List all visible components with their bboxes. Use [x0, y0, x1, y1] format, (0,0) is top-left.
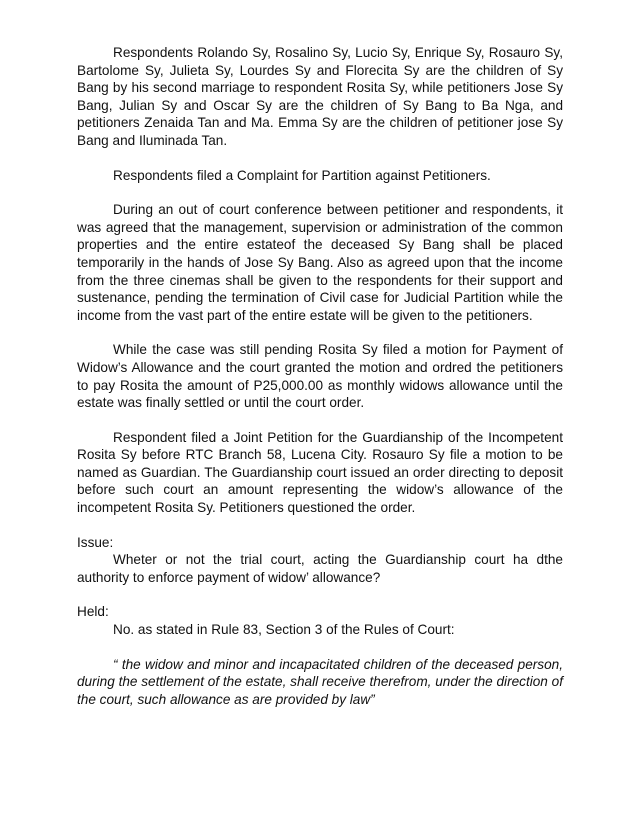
paragraph-widow-allowance: While the case was still pending Rosita Sy filed a motion for Payment of Widow’s Allowance and the court granted the motion and ordred the petitioners to pay Rosita the amount of P25,000.00 as monthly widows allowance until the estate was finally settled or until the court order.	[77, 342, 563, 411]
paragraph-parties: Respondents Rolando Sy, Rosalino Sy, Lucio Sy, Enrique Sy, Rosauro Sy, Bartolome Sy, Julieta Sy, Lourdes Sy and Florecita Sy are the children of Sy Bang by his second marriage to respondent Rosita Sy, while petitioners Jose Sy Bang, Julian Sy and Oscar Sy are the children of Sy Bang to Ba Nga, and petitioners Zenaida Tan and Ma. Emma Sy are the children of petitioner jose Sy Bang and Iluminada Tan.	[77, 45, 563, 148]
paragraph-conference: During an out of court conference between petitioner and respondents, it was agreed that the management, supervision or administration of the common properties and the entire estateof the deceased Sy Bang shall be placed temporarily in the hands of Jose Sy Bang. Also as agreed upon that the income from the three cinemas shall be given to the respondents for their support and sustenance, pending the termination of Civil case for Judicial Partition while the income from the vast part of the entire estate will be given to the petitioners.	[77, 202, 563, 323]
held-text: No. as stated in Rule 83, Section 3 of the Rules of Court:	[113, 622, 455, 638]
rule-quote: “ the widow and minor and incapacitated children of the deceased person, during the settlement of the estate, shall receive therefrom, under the direction of the court, such allowance as are provided by law”	[77, 656, 563, 707]
paragraph-complaint: Respondents filed a Complaint for Partition against Petitioners.	[113, 167, 491, 183]
issue-heading: Issue:	[77, 534, 114, 550]
document-page	[77, 44, 563, 725]
held-heading: Held:	[77, 604, 109, 620]
paragraph-guardianship: Respondent filed a Joint Petition for the Guardianship of the Incompetent Rosita Sy before RTC Branch 58, Lucena City. Rosauro Sy file a motion to be named as Guardian. The Guardianship court issued an order directing to deposit before such court an amount representing the widow’s allowance of the incompetent Rosita Sy. Petitioners questioned the order.	[77, 429, 563, 516]
issue-text: Wheter or not the trial court, acting the Guardianship court ha dthe authority to enforce payment of widow’ allowance?	[77, 552, 563, 585]
